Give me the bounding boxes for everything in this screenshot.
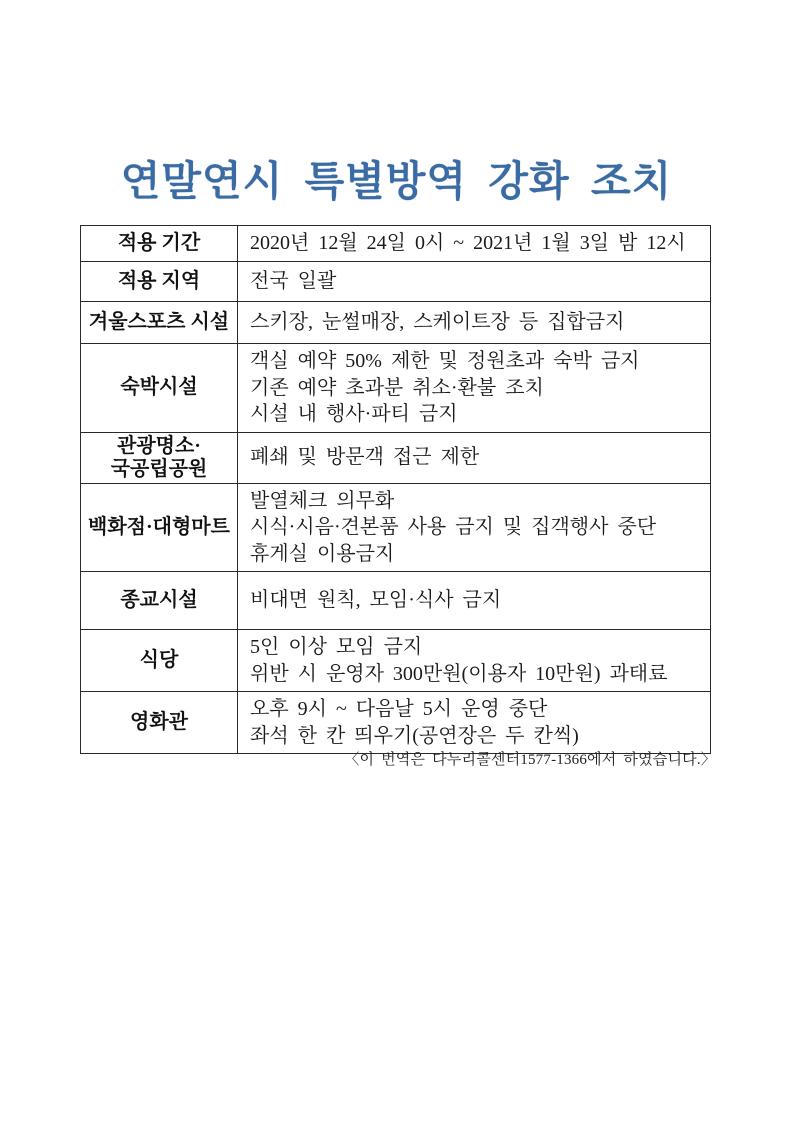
- table-row: [81, 692, 711, 754]
- row-content: [238, 432, 711, 483]
- row-label-line: 종교시설: [120, 589, 198, 611]
- content-line: 전국 일괄: [250, 270, 337, 293]
- content-line: 위반 시 운영자 300만원(이용자 10만원) 과태료: [250, 662, 668, 685]
- content-line: 스키장, 눈썰매장, 스케이트장 등 집합금지: [250, 311, 625, 334]
- row-label: [81, 692, 238, 754]
- table-row: [81, 344, 711, 433]
- row-content: [238, 483, 711, 572]
- rules-table-body: [81, 226, 711, 754]
- table-row: [81, 432, 711, 483]
- row-label: [81, 226, 238, 262]
- row-label-line: 적용 기간: [117, 232, 201, 254]
- row-content: [238, 692, 711, 754]
- table-row: [81, 483, 711, 572]
- row-content: [238, 262, 711, 302]
- content-line: 휴게실 이용금지: [250, 542, 395, 565]
- page-title: 연말연시 특별방역 강화 조치: [120, 158, 673, 205]
- content-line: 발열체크 의무화: [250, 489, 395, 512]
- content-line: 폐쇄 및 방문객 접근 제한: [250, 446, 480, 469]
- row-label-line: 적용 지역: [117, 270, 201, 292]
- row-label-line: 식당: [139, 649, 179, 671]
- row-label: [81, 344, 238, 433]
- table-row: [81, 262, 711, 302]
- row-content: [238, 630, 711, 692]
- row-content: [238, 302, 711, 344]
- content-line: 5인 이상 모임 금지: [250, 636, 423, 658]
- row-content: [238, 344, 711, 433]
- content-line: 객실 예약 50% 제한 및 정원초과 숙박 금지: [250, 350, 640, 372]
- content-line: 시설 내 행사·파티 금지: [250, 403, 458, 425]
- row-content: [238, 226, 711, 262]
- quarantine-rules-table: [80, 225, 711, 754]
- table-row: [81, 302, 711, 344]
- content-line: 비대면 원칙, 모임·식사 금지: [250, 589, 502, 612]
- content-line: 좌석 한 칸 띄우기(공연장은 두 칸씩): [250, 724, 579, 747]
- table-row: [81, 226, 711, 262]
- content-line: 기존 예약 초과분 취소·환불 조치: [250, 376, 544, 399]
- row-label-line: 국공립공원: [110, 457, 208, 480]
- row-label-line: 백화점·대형마트: [88, 515, 230, 538]
- row-label-line: 숙박시설: [120, 376, 198, 399]
- table-row: [81, 572, 711, 630]
- table-row: [81, 630, 711, 692]
- row-label: [81, 572, 238, 630]
- row-label: [81, 262, 238, 302]
- content-line: 시식·시음·견본품 사용 금지 및 집객행사 중단: [250, 516, 657, 538]
- row-label: [81, 630, 238, 692]
- translation-footnote: 〈이 번역은 다누리콜센터1577-1366에서 하였습니다.〉: [344, 752, 716, 768]
- content-line: 오후 9시 ~ 다음날 5시 운영 중단: [250, 698, 548, 720]
- row-label-line: 관광명소·: [117, 434, 201, 457]
- row-label: [81, 483, 238, 572]
- row-content: [238, 572, 711, 630]
- content-line: 2020년 12월 24일 0시 ~ 2021년 1월 3일 밤 12시: [250, 232, 686, 255]
- row-label-line: 겨울스포츠 시설: [88, 311, 230, 333]
- row-label: [81, 432, 238, 483]
- row-label-line: 영화관: [130, 711, 188, 733]
- row-label: [81, 302, 238, 344]
